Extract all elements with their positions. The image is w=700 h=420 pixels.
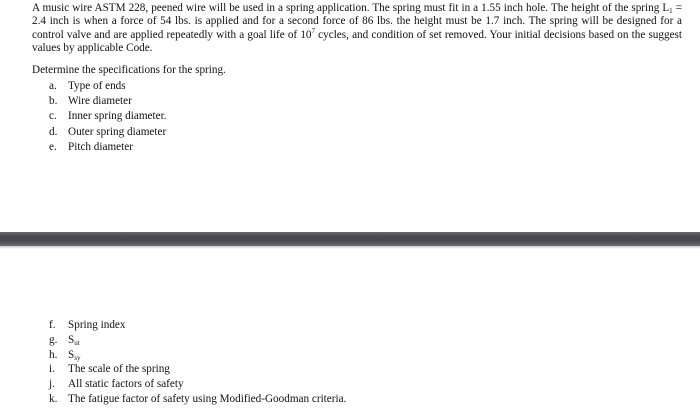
subscript-1: 1 bbox=[669, 7, 673, 15]
determine-heading: Determine the specifications for the spring. bbox=[32, 64, 226, 76]
list-item: c. Inner spring diameter. bbox=[49, 110, 167, 123]
problem-line-1: A music wire ASTM 228, peened wire will be used in a spring application. The spring must fit in a 1.55 inch hole. The height of the bbox=[32, 2, 629, 14]
problem-line-4: decisions based on the suggest values by applicable Code. bbox=[32, 28, 683, 55]
page-divider-bar bbox=[0, 232, 700, 246]
list-item: i. The scale of the spring bbox=[49, 363, 170, 376]
problem-line-3: be designed for a control valve and are applied repeatedly with a goal life of $10^7$ cycles, and condition of set removed. Your initial bbox=[32, 15, 683, 41]
list-item: j. All static factors of safety bbox=[49, 378, 184, 391]
list-item: h. $S_{sy}$ bbox=[49, 348, 81, 362]
spec-list-bottom bbox=[49, 318, 346, 407]
spec-list-top bbox=[49, 79, 166, 155]
list-item: k. The fatigue factor of safety using Modified-Goodman criteria. bbox=[49, 392, 347, 405]
problem-line-2: spring $L_1 = 2.4$ inch is when a force of 54 lbs. is applied and for a second force of 86 lbs. the height must be 1.7 inch. The spring will bbox=[32, 2, 682, 28]
problem-statement bbox=[32, 2, 682, 56]
list-item: b. Wire diameter bbox=[49, 95, 132, 108]
page-divider-shadow bbox=[0, 246, 700, 249]
list-item: f. Spring index bbox=[49, 319, 126, 331]
list-item: e. Pitch diameter bbox=[49, 140, 133, 153]
list-item: g. $S_{ut}$ bbox=[49, 333, 80, 347]
exponent-7: 7 bbox=[311, 26, 316, 35]
list-item: d. Outer spring diameter bbox=[49, 125, 167, 138]
list-item: a. Type of ends bbox=[49, 80, 126, 92]
